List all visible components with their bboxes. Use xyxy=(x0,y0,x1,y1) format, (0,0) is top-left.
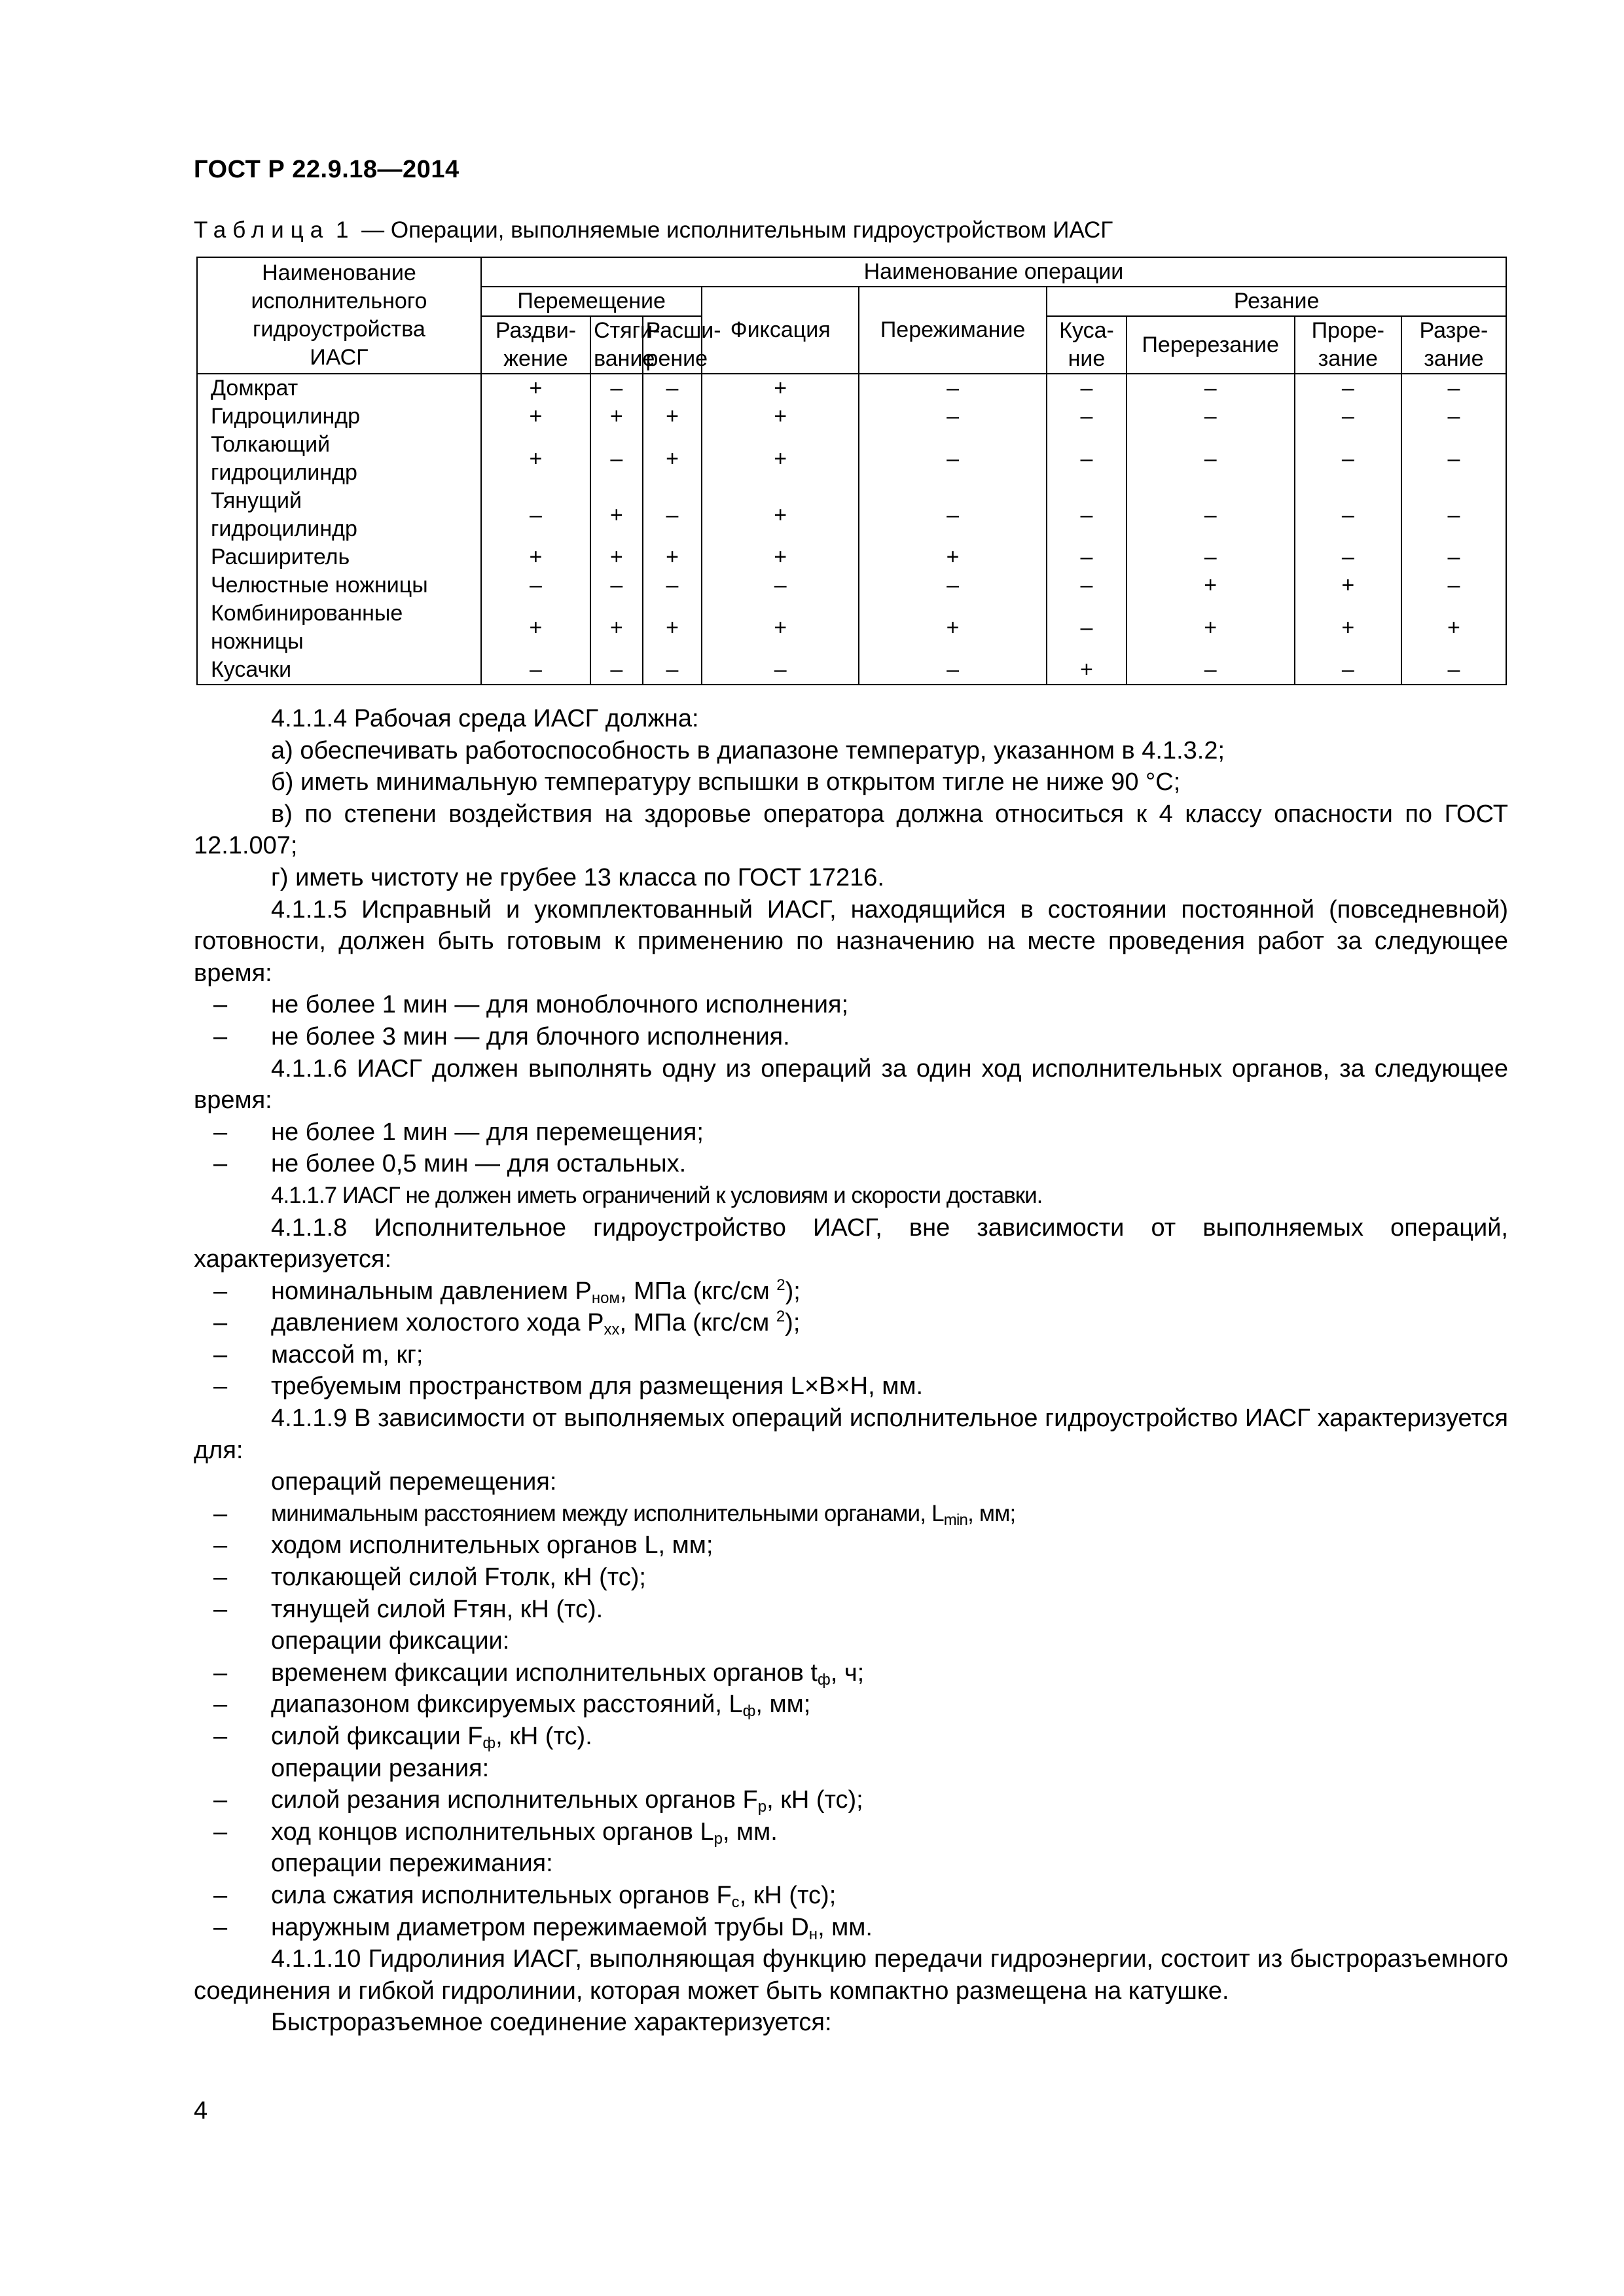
text-run: номинальным давлением Р xyxy=(271,1277,592,1305)
list-dash: – xyxy=(213,1881,228,1909)
operation-cell: + xyxy=(1127,600,1295,656)
cutting-ops-heading: операции резания: xyxy=(271,1754,490,1782)
operation-cell: + xyxy=(481,600,590,656)
paragraph-4-1-1-4-d: г) иметь чистоту не грубее 13 класса по ГОСТ 17216. xyxy=(271,863,884,891)
list-item xyxy=(194,989,1508,1021)
operation-cell: + xyxy=(590,600,642,656)
col-header-line: зание xyxy=(1424,346,1484,371)
text-run: силой резания исполнительных органов F xyxy=(271,1786,758,1814)
subscript: min xyxy=(943,1511,968,1529)
text-run: , МПа (кгс/см xyxy=(619,1309,776,1337)
list-dash: – xyxy=(213,1564,228,1592)
page-number: 4 xyxy=(194,2097,208,2125)
list-item-text xyxy=(271,1784,1508,1816)
list-dash: – xyxy=(213,1277,228,1305)
col-header-line: ние xyxy=(1068,346,1106,371)
operation-cell: + xyxy=(1295,600,1401,656)
subscript: ф xyxy=(817,1670,831,1689)
device-name-cell xyxy=(197,403,481,431)
operation-cell: – xyxy=(1047,487,1126,543)
operation-cell: + xyxy=(481,431,590,487)
text-run: , мм. xyxy=(818,1913,873,1941)
device-name-cell xyxy=(197,656,481,685)
operation-cell: + xyxy=(702,487,858,543)
table-row xyxy=(197,571,1506,600)
operation-cell: + xyxy=(702,431,858,487)
operation-cell: + xyxy=(702,600,858,656)
text-run: ); xyxy=(785,1277,801,1305)
device-name-line: Домкрат xyxy=(211,376,298,401)
list-dash: – xyxy=(213,1499,228,1528)
operation-cell: – xyxy=(643,571,702,600)
text-run: , ч; xyxy=(830,1659,865,1687)
text-run: , кН (тс); xyxy=(739,1881,837,1909)
operation-cell: + xyxy=(859,543,1047,571)
device-header-line: гидроустройства xyxy=(253,317,425,342)
device-name-line: Расширитель xyxy=(211,545,350,569)
list-dash: – xyxy=(213,1150,228,1178)
col-header-line: рение xyxy=(645,346,708,371)
operation-cell: – xyxy=(702,571,858,600)
operation-cell: – xyxy=(859,571,1047,600)
paragraph-4-1-1-7: 4.1.1.7 ИАСГ не должен иметь ограничений к условиям и скорости доставки. xyxy=(271,1182,1043,1208)
col-header-line: вание xyxy=(594,346,655,371)
list-item-text xyxy=(271,1657,1508,1689)
operation-cell: – xyxy=(702,656,858,685)
operation-cell: – xyxy=(590,571,642,600)
col-cutting xyxy=(1401,316,1506,374)
operation-cell: – xyxy=(859,431,1047,487)
text-run: минимальным расстоянием между исполнительными органами, L xyxy=(271,1500,944,1526)
list-dash: – xyxy=(213,1309,228,1337)
table-caption-number: 1 xyxy=(335,217,355,243)
operation-cell: – xyxy=(1295,374,1401,403)
col-header-line: зание xyxy=(1318,346,1378,371)
operations-table xyxy=(196,257,1507,685)
col-severing: Перерезание xyxy=(1127,316,1295,374)
list-item xyxy=(194,1562,1508,1594)
operation-cell: – xyxy=(1401,374,1506,403)
operation-cell: – xyxy=(1295,431,1401,487)
operation-cell: – xyxy=(643,487,702,543)
list-dash: – xyxy=(213,1913,228,1941)
col-fixation: Фиксация xyxy=(702,287,858,374)
operation-cell: – xyxy=(1047,571,1126,600)
subscript: р xyxy=(757,1798,767,1816)
col-clamping: Пережимание xyxy=(859,287,1047,374)
table-body xyxy=(197,374,1506,685)
device-name-line: Челюстные ножницы xyxy=(211,573,428,598)
operation-cell: + xyxy=(643,600,702,656)
list-item-text: не более 1 мин — для моноблочного исполнения; xyxy=(271,991,849,1019)
list-item xyxy=(194,1148,1508,1180)
operation-cell: + xyxy=(1047,656,1126,685)
text-run: временем фиксации исполнительных органов t xyxy=(271,1659,818,1687)
operation-cell: – xyxy=(1401,431,1506,487)
list-dash: – xyxy=(213,1595,228,1623)
list-item xyxy=(194,1530,1508,1562)
operation-cell: – xyxy=(1295,656,1401,685)
device-header-line: исполнительного xyxy=(251,289,427,314)
operation-cell: – xyxy=(481,487,590,543)
subscript: с xyxy=(731,1893,740,1911)
list-item-text: не более 0,5 мин — для остальных. xyxy=(271,1150,687,1178)
table-row xyxy=(197,656,1506,685)
operation-cell: – xyxy=(643,374,702,403)
text-run: сила сжатия исполнительных органов F xyxy=(271,1881,732,1909)
operation-cell: – xyxy=(1401,656,1506,685)
operation-cell: + xyxy=(1295,571,1401,600)
list-item-text: требуемым пространством для размещения L×B×H, мм. xyxy=(271,1372,924,1401)
list-dash: – xyxy=(213,1372,228,1401)
operation-cell: – xyxy=(1127,656,1295,685)
col-header-line: жение xyxy=(503,346,568,371)
operation-cell: – xyxy=(1401,487,1506,543)
clamping-ops-heading: операции пережимания: xyxy=(271,1850,553,1878)
list-item xyxy=(194,1880,1508,1912)
list-dash: – xyxy=(213,1659,228,1687)
device-column-header xyxy=(197,257,481,374)
subscript: ном xyxy=(591,1289,620,1307)
list-item-text: ходом исполнительных органов L, мм; xyxy=(271,1532,713,1560)
list-item xyxy=(194,1498,1508,1530)
paragraph-4-1-1-4-c: в) по степени воздействия на здоровье оператора должна относиться к 4 классу опасности по ГОСТ 12.1.007; xyxy=(194,800,1508,860)
superscript: 2 xyxy=(776,1308,785,1326)
text-run: , кН (тс). xyxy=(496,1723,592,1750)
operation-cell: – xyxy=(1047,374,1126,403)
device-name-line: ножницы xyxy=(211,629,304,654)
fixation-ops-heading: операции фиксации: xyxy=(271,1627,510,1655)
list-item-text xyxy=(271,1498,1508,1530)
device-name-cell xyxy=(197,571,481,600)
col-slitting xyxy=(1295,316,1401,374)
text-run: ); xyxy=(785,1309,801,1337)
operation-cell: – xyxy=(1127,403,1295,431)
list-item-text xyxy=(271,1912,1508,1944)
body-text xyxy=(194,703,1508,2039)
operation-cell: – xyxy=(590,656,642,685)
operation-cell: – xyxy=(643,656,702,685)
list-item-text: не более 3 мин — для блочного исполнения. xyxy=(271,1022,790,1050)
list-item xyxy=(194,1307,1508,1339)
device-header-line: Наименование xyxy=(262,260,416,285)
list-dash: – xyxy=(213,1691,228,1719)
operation-cell: – xyxy=(859,487,1047,543)
superscript: 2 xyxy=(776,1276,785,1294)
movement-header: Перемещение xyxy=(481,287,702,316)
device-name-line: Тянущий xyxy=(211,488,302,513)
paragraph-4-1-1-4-b: б) иметь минимальную температуру вспышки в открытом тигле не ниже 90 °С; xyxy=(271,768,1181,797)
table-caption xyxy=(194,217,1113,243)
col-header-line: Раздви- xyxy=(495,318,577,343)
text-run: , кН (тс); xyxy=(767,1786,863,1814)
list-item xyxy=(194,1276,1508,1308)
list-item xyxy=(194,1657,1508,1689)
operation-cell: – xyxy=(859,656,1047,685)
device-name-cell xyxy=(197,374,481,403)
list-item-text: толкающей силой Fтолк, кН (тс); xyxy=(271,1564,646,1592)
device-name-cell xyxy=(197,487,481,543)
subscript: ф xyxy=(742,1702,756,1721)
operation-cell: – xyxy=(1295,543,1401,571)
list-item xyxy=(194,1816,1508,1848)
device-header-line: ИАСГ xyxy=(310,345,369,370)
operation-cell: + xyxy=(643,543,702,571)
text-run: , мм; xyxy=(755,1691,811,1719)
list-item xyxy=(194,1339,1508,1371)
operation-cell: – xyxy=(1047,543,1126,571)
text-run: , мм; xyxy=(967,1500,1016,1526)
subscript: ф xyxy=(482,1734,496,1752)
operation-cell: – xyxy=(859,374,1047,403)
list-item xyxy=(194,1117,1508,1149)
col-header-line: Стяги- xyxy=(594,318,660,343)
list-item-text: тянущей силой Fтян, кН (тс). xyxy=(271,1595,604,1623)
list-dash: – xyxy=(213,1818,228,1846)
list-item xyxy=(194,1594,1508,1626)
operation-cell: – xyxy=(1047,403,1126,431)
col-biting xyxy=(1047,316,1126,374)
device-name-line: гидроцилиндр xyxy=(211,516,357,541)
operation-cell: – xyxy=(1127,431,1295,487)
operation-cell: – xyxy=(590,431,642,487)
list-item-text xyxy=(271,1689,1508,1721)
col-header-line: Проре- xyxy=(1311,318,1385,343)
list-item-text xyxy=(271,1880,1508,1912)
list-dash: – xyxy=(213,1340,228,1369)
paragraph-4-1-1-8: 4.1.1.8 Исполнительное гидроустройство ИАСГ, вне зависимости от выполняемых операций, характеризуется: xyxy=(194,1213,1508,1274)
quick-coupling-paragraph: Быстроразъемное соединение характеризуется: xyxy=(271,2009,832,2037)
table-row xyxy=(197,374,1506,403)
device-name-line: гидроцилиндр xyxy=(211,460,357,485)
cutting-header: Резание xyxy=(1047,287,1506,316)
operation-cell: – xyxy=(859,403,1047,431)
operation-cell: – xyxy=(1401,571,1506,600)
operation-cell: – xyxy=(1047,431,1126,487)
subscript: н xyxy=(808,1925,818,1943)
operation-cell: – xyxy=(590,374,642,403)
device-name-line: Гидроцилиндр xyxy=(211,404,360,429)
paragraph-4-1-1-6: 4.1.1.6 ИАСГ должен выполнять одну из операций за один ход исполнительных органов, за следующее время: xyxy=(194,1054,1508,1115)
col-header-line: Разре- xyxy=(1419,318,1489,343)
operation-cell: + xyxy=(590,543,642,571)
list-dash: – xyxy=(213,1118,228,1146)
list-item-text xyxy=(271,1816,1508,1848)
device-name-line: Кусачки xyxy=(211,657,292,682)
device-name-cell xyxy=(197,543,481,571)
list-item xyxy=(194,1371,1508,1403)
device-name-cell xyxy=(197,600,481,656)
operation-cell: + xyxy=(702,403,858,431)
subscript: р xyxy=(713,1829,723,1848)
paragraph-4-1-1-10: 4.1.1.10 Гидролиния ИАСГ, выполняющая функцию передачи гидроэнергии, состоит из быстроразъемного соединения и гибкой гидролинии, которая может быть компактно размещена на катушке. xyxy=(194,1945,1508,2005)
list-item xyxy=(194,1721,1508,1753)
operation-cell: – xyxy=(481,656,590,685)
subscript: хх xyxy=(604,1321,620,1339)
list-dash: – xyxy=(213,1786,228,1814)
operation-cell: – xyxy=(1295,403,1401,431)
operation-cell: + xyxy=(1127,571,1295,600)
device-name-line: Комбинированные xyxy=(211,601,403,626)
table-row xyxy=(197,487,1506,543)
table-row xyxy=(197,543,1506,571)
text-run: ход концов исполнительных органов L xyxy=(271,1818,714,1846)
list-item xyxy=(194,1689,1508,1721)
operation-cell: + xyxy=(590,487,642,543)
operation-cell: + xyxy=(702,543,858,571)
list-item-text: не более 1 мин — для перемещения; xyxy=(271,1118,704,1146)
text-run: давлением холостого хода Р xyxy=(271,1309,604,1337)
operation-cell: – xyxy=(1127,374,1295,403)
operation-cell: + xyxy=(702,374,858,403)
document-header: ГОСТ Р 22.9.18—2014 xyxy=(194,156,460,183)
operation-cell: + xyxy=(643,403,702,431)
operation-cell: + xyxy=(590,403,642,431)
operations-header: Наименование операции xyxy=(481,257,1506,287)
text-run: силой фиксации F xyxy=(271,1723,483,1750)
operation-cell: + xyxy=(481,374,590,403)
device-name-line: Толкающий xyxy=(211,432,331,457)
text-run: , мм. xyxy=(722,1818,778,1846)
device-name-cell xyxy=(197,431,481,487)
paragraph-4-1-1-4: 4.1.1.4 Рабочая среда ИАСГ должна: xyxy=(271,705,699,732)
col-expanding xyxy=(643,316,721,374)
list-item xyxy=(194,1784,1508,1816)
list-item-text: массой m, кг; xyxy=(271,1340,424,1369)
list-item-text xyxy=(271,1721,1508,1753)
operation-cell: – xyxy=(481,571,590,600)
list-item xyxy=(194,1021,1508,1053)
operation-cell: + xyxy=(481,403,590,431)
operation-cell: – xyxy=(1401,403,1506,431)
paragraph-4-1-1-4-a: а) обеспечивать работоспособность в диапазоне температур, указанном в 4.1.3.2; xyxy=(271,736,1225,764)
col-header-line: Куса- xyxy=(1059,318,1114,343)
list-dash: – xyxy=(213,991,228,1019)
list-dash: – xyxy=(213,1532,228,1560)
text-run: , МПа (кгс/см xyxy=(619,1277,777,1305)
operation-cell: + xyxy=(1401,600,1506,656)
list-item-text xyxy=(271,1276,1508,1308)
operation-cell: – xyxy=(1401,543,1506,571)
col-header-line: Расши- xyxy=(645,318,721,343)
table-caption-title: — Операции, выполняемые исполнительным гидроустройством ИАСГ xyxy=(361,217,1113,243)
table-caption-word: Таблица xyxy=(194,217,330,243)
list-dash: – xyxy=(213,1723,228,1750)
movement-ops-heading: операций перемещения: xyxy=(271,1468,557,1496)
list-item-text xyxy=(271,1307,1508,1339)
paragraph-4-1-1-5: 4.1.1.5 Исправный и укомплектованный ИАСГ, находящийся в состоянии постоянной (повседневной) готовности, должен быть готовым к применению по назначению на месте проведения работ за следующее время: xyxy=(194,895,1508,987)
list-dash: – xyxy=(213,1022,228,1050)
text-run: наружным диаметром пережимаемой трубы D xyxy=(271,1913,809,1941)
operation-cell: – xyxy=(1127,487,1295,543)
table-row xyxy=(197,600,1506,656)
operation-cell: – xyxy=(1127,543,1295,571)
operation-cell: – xyxy=(1047,600,1126,656)
operation-cell: + xyxy=(643,431,702,487)
operation-cell: + xyxy=(859,600,1047,656)
table-row xyxy=(197,403,1506,431)
text-run: диапазоном фиксируемых расстояний, L xyxy=(271,1691,743,1719)
operation-cell: + xyxy=(481,543,590,571)
paragraph-4-1-1-9: 4.1.1.9 В зависимости от выполняемых операций исполнительное гидроустройство ИАСГ характеризуется для: xyxy=(194,1405,1508,1464)
table-row xyxy=(197,431,1506,487)
col-spreading xyxy=(481,316,590,374)
operation-cell: – xyxy=(1295,487,1401,543)
list-item xyxy=(194,1912,1508,1944)
col-pulling xyxy=(590,316,660,374)
